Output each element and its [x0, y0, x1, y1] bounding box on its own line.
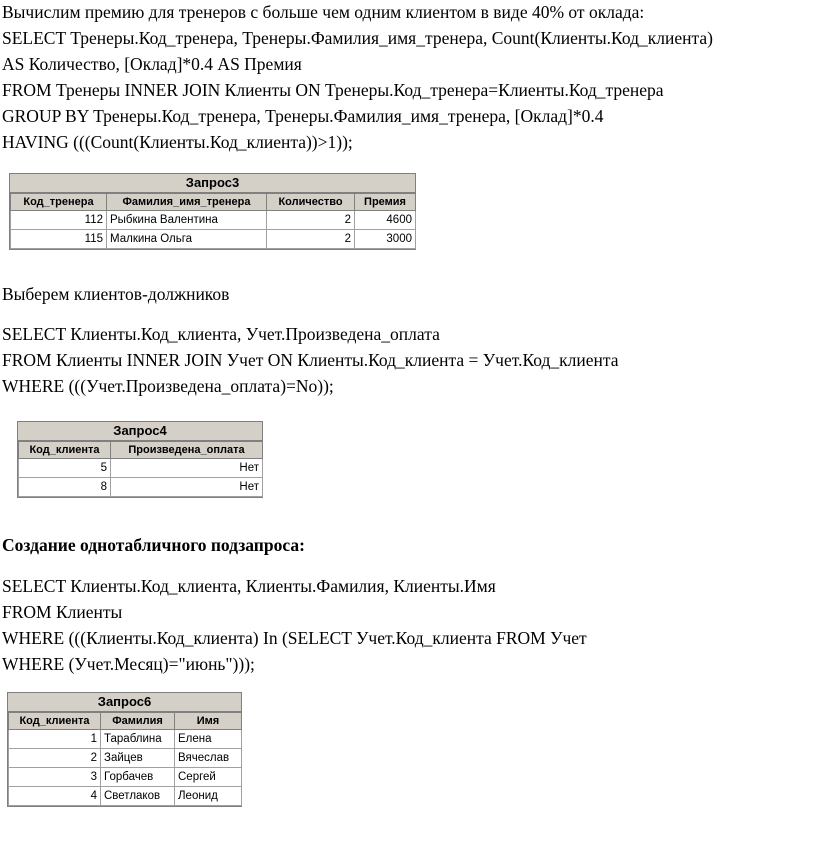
table-cell: Зайцев — [101, 749, 175, 768]
table-title: Запрос4 — [18, 422, 262, 441]
table-cell: Малкина Ольга — [107, 230, 267, 249]
table-row — [9, 730, 242, 749]
sql-line: SELECT Клиенты.Код_клиента, Клиенты.Фамилия, Клиенты.Имя — [2, 576, 496, 596]
table-cell: 2 — [267, 211, 355, 230]
table-cell: 115 — [11, 230, 107, 249]
table-cell: 3 — [9, 768, 101, 787]
sql-line: AS Количество, [Оклад]*0.4 AS Премия — [2, 54, 302, 74]
query4-result-table — [17, 421, 263, 498]
table-row — [11, 230, 416, 249]
table-row — [9, 787, 242, 806]
table-cell: 1 — [9, 730, 101, 749]
table-title: Запрос3 — [10, 174, 415, 193]
column-header: Произведена_оплата — [111, 442, 263, 459]
table-cell: 2 — [267, 230, 355, 249]
table-cell: Елена — [175, 730, 242, 749]
sql-line: WHERE (((Клиенты.Код_клиента) In (SELECT Учет.Код_клиента FROM Учет — [2, 628, 587, 648]
table-cell: Сергей — [175, 768, 242, 787]
sql-line: FROM Клиенты — [2, 602, 123, 622]
table-cell: 5 — [19, 459, 111, 478]
column-header: Количество — [267, 194, 355, 211]
sql-line: SELECT Тренеры.Код_тренера, Тренеры.Фамилия_имя_тренера, Count(Клиенты.Код_клиента) — [2, 28, 713, 48]
table-cell: 112 — [11, 211, 107, 230]
intro-text: Выберем клиентов-должников — [2, 284, 230, 304]
table-row — [19, 478, 263, 497]
table-row — [11, 211, 416, 230]
column-header: Фамилия — [101, 713, 175, 730]
table-cell: Вячеслав — [175, 749, 242, 768]
sql-line: GROUP BY Тренеры.Код_тренера, Тренеры.Фамилия_имя_тренера, [Оклад]*0.4 — [2, 106, 604, 126]
column-header: Премия — [355, 194, 416, 211]
table-cell: 2 — [9, 749, 101, 768]
table-cell: 3000 — [355, 230, 416, 249]
table-cell: Нет — [111, 478, 263, 497]
column-header: Код_клиента — [9, 713, 101, 730]
column-header: Код_клиента — [19, 442, 111, 459]
table-cell: Горбачев — [101, 768, 175, 787]
sql-line: WHERE (Учет.Месяц)="июнь"))); — [2, 654, 255, 674]
table-header-row — [19, 442, 263, 459]
sql-line: FROM Клиенты INNER JOIN Учет ON Клиенты.Код_клиента = Учет.Код_клиента — [2, 350, 619, 370]
table-cell: Нет — [111, 459, 263, 478]
query6-result-table — [7, 692, 242, 807]
table-cell: 8 — [19, 478, 111, 497]
column-header: Имя — [175, 713, 242, 730]
table-cell: Тараблина — [101, 730, 175, 749]
sql-line: FROM Тренеры INNER JOIN Клиенты ON Тренеры.Код_тренера=Клиенты.Код_тренера — [2, 80, 664, 100]
table-cell: Светлаков — [101, 787, 175, 806]
query3-result-table — [9, 173, 416, 250]
table-cell: Леонид — [175, 787, 242, 806]
table-row — [19, 459, 263, 478]
table-title: Запрос6 — [8, 693, 241, 712]
sql-line: HAVING (((Count(Клиенты.Код_клиента))>1)); — [2, 132, 353, 152]
column-header: Фамилия_имя_тренера — [107, 194, 267, 211]
table-cell: 4600 — [355, 211, 416, 230]
table-cell: Рыбкина Валентина — [107, 211, 267, 230]
table-header-row — [9, 713, 242, 730]
table-row — [9, 768, 242, 787]
table-row — [9, 749, 242, 768]
section-heading: Создание однотабличного подзапроса: — [2, 535, 305, 555]
sql-line: WHERE (((Учет.Произведена_оплата)=No)); — [2, 376, 334, 396]
sql-line: SELECT Клиенты.Код_клиента, Учет.Произведена_оплата — [2, 324, 440, 344]
table-header-row — [11, 194, 416, 211]
intro-text: Вычислим премию для тренеров с больше чем одним клиентом в виде 40% от оклада: — [2, 2, 645, 22]
column-header: Код_тренера — [11, 194, 107, 211]
table-cell: 4 — [9, 787, 101, 806]
